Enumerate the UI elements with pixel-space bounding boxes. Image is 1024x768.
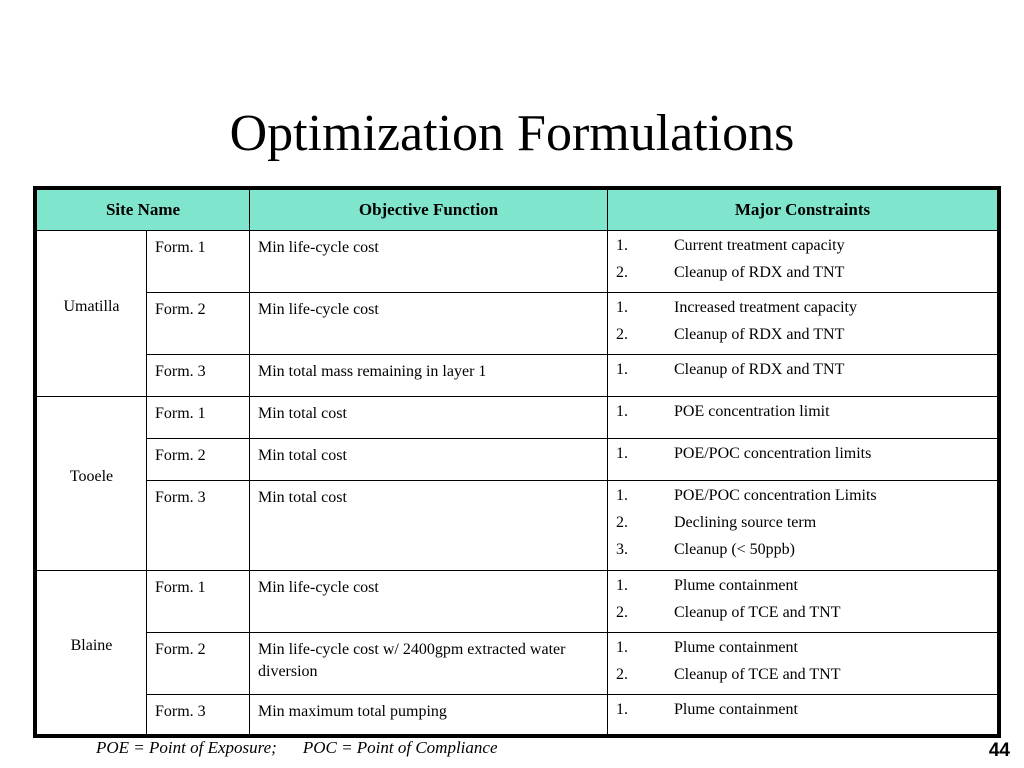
constraints-cell <box>608 439 998 481</box>
constraint-item <box>616 440 991 467</box>
constraint-item <box>616 509 991 536</box>
table-row <box>37 397 998 439</box>
constraints-cell <box>608 633 998 695</box>
table-row <box>37 439 998 481</box>
constraints-cell <box>608 695 998 735</box>
objective-function-cell: Min life-cycle cost w/ 2400gpm extracted water diversion <box>250 633 608 695</box>
constraints-cell <box>608 293 998 355</box>
formulation-cell: Form. 1 <box>147 231 250 293</box>
constraint-text: POE/POC concentration Limits <box>674 487 877 504</box>
constraint-text: Plume containment <box>674 577 798 594</box>
formulation-cell: Form. 3 <box>147 355 250 397</box>
formulation-cell: Form. 3 <box>147 481 250 571</box>
constraint-text: Cleanup (< 50ppb) <box>674 541 795 558</box>
objective-function-cell: Min maximum total pumping <box>250 695 608 735</box>
objective-function-cell: Min total cost <box>250 481 608 571</box>
constraint-item <box>616 259 991 286</box>
objective-function-cell: Min total mass remaining in layer 1 <box>250 355 608 397</box>
constraints-cell <box>608 481 998 571</box>
constraints-cell <box>608 355 998 397</box>
formulations-table-frame <box>33 186 1001 738</box>
slide-title: Optimization Formulations <box>229 105 795 162</box>
constraint-number: 1. <box>616 299 628 316</box>
table-row <box>37 481 998 571</box>
site-name-cell <box>37 571 147 735</box>
constraint-number: 1. <box>616 577 628 594</box>
constraint-item <box>616 696 991 723</box>
objective-function-cell: Min total cost <box>250 397 608 439</box>
table-row <box>37 633 998 695</box>
formulation-cell: Form. 2 <box>147 293 250 355</box>
formulation-cell: Form. 3 <box>147 695 250 735</box>
constraint-number: 2. <box>616 514 628 531</box>
header-site-name: Site Name <box>37 190 250 231</box>
constraint-text: Current treatment capacity <box>674 237 845 254</box>
constraint-number: 1. <box>616 639 628 656</box>
constraint-text: POE concentration limit <box>674 403 830 420</box>
constraints-cell <box>608 397 998 439</box>
constraint-item <box>616 572 991 599</box>
objective-function-cell: Min total cost <box>250 439 608 481</box>
constraint-item <box>616 634 991 661</box>
constraint-item <box>616 232 991 259</box>
objective-function-cell: Min life-cycle cost <box>250 571 608 633</box>
table-row <box>37 231 998 293</box>
constraint-number: 1. <box>616 445 628 462</box>
table-row <box>37 355 998 397</box>
constraint-text: Cleanup of TCE and TNT <box>674 666 841 683</box>
constraint-number: 2. <box>616 264 628 281</box>
constraints-cell <box>608 571 998 633</box>
site-name-cell <box>37 397 147 571</box>
site-name: Umatilla <box>63 297 120 315</box>
footnote-poe: POE = Point of Exposure; <box>96 738 277 757</box>
site-name: Tooele <box>69 467 114 485</box>
table-header-row <box>37 190 998 231</box>
constraint-item <box>616 482 991 509</box>
constraint-text: Cleanup of RDX and TNT <box>674 326 845 343</box>
constraint-number: 1. <box>616 237 628 254</box>
constraint-item <box>616 356 991 383</box>
constraint-text: Declining source term <box>674 514 817 531</box>
site-name: Blaine <box>70 636 113 654</box>
footnote-poc: POC = Point of Compliance <box>302 738 498 757</box>
constraint-text: Increased treatment capacity <box>674 299 857 316</box>
constraint-item <box>616 536 991 563</box>
header-major-constraints: Major Constraints <box>608 190 998 231</box>
constraint-number: 2. <box>616 604 628 621</box>
constraint-item <box>616 294 991 321</box>
objective-function-cell: Min life-cycle cost <box>250 231 608 293</box>
constraint-text: Cleanup of TCE and TNT <box>674 604 841 621</box>
constraint-text: Plume containment <box>674 639 798 656</box>
header-objective-function: Objective Function <box>250 190 608 231</box>
constraint-text: Plume containment <box>674 701 798 718</box>
constraints-cell <box>608 231 998 293</box>
table-row <box>37 571 998 633</box>
formulations-table <box>36 189 998 735</box>
constraint-text: POE/POC concentration limits <box>674 445 872 462</box>
formulation-cell: Form. 2 <box>147 439 250 481</box>
constraint-item <box>616 398 991 425</box>
constraint-item <box>616 321 991 348</box>
table-row <box>37 695 998 735</box>
page-number: 44 <box>988 740 1010 761</box>
constraint-number: 2. <box>616 666 628 683</box>
constraint-number: 1. <box>616 487 628 504</box>
constraint-item <box>616 599 991 626</box>
formulation-cell: Form. 2 <box>147 633 250 695</box>
constraint-text: Cleanup of RDX and TNT <box>674 361 845 378</box>
site-name-cell <box>37 231 147 397</box>
objective-function-cell: Min life-cycle cost <box>250 293 608 355</box>
footnote <box>96 738 498 758</box>
constraint-item <box>616 661 991 688</box>
formulation-cell: Form. 1 <box>147 397 250 439</box>
formulation-cell: Form. 1 <box>147 571 250 633</box>
constraint-number: 1. <box>616 701 628 718</box>
table-body <box>37 231 998 735</box>
table-row <box>37 293 998 355</box>
constraint-number: 2. <box>616 326 628 343</box>
constraint-text: Cleanup of RDX and TNT <box>674 264 845 281</box>
constraint-number: 1. <box>616 361 628 378</box>
constraint-number: 3. <box>616 541 628 558</box>
constraint-number: 1. <box>616 403 628 420</box>
